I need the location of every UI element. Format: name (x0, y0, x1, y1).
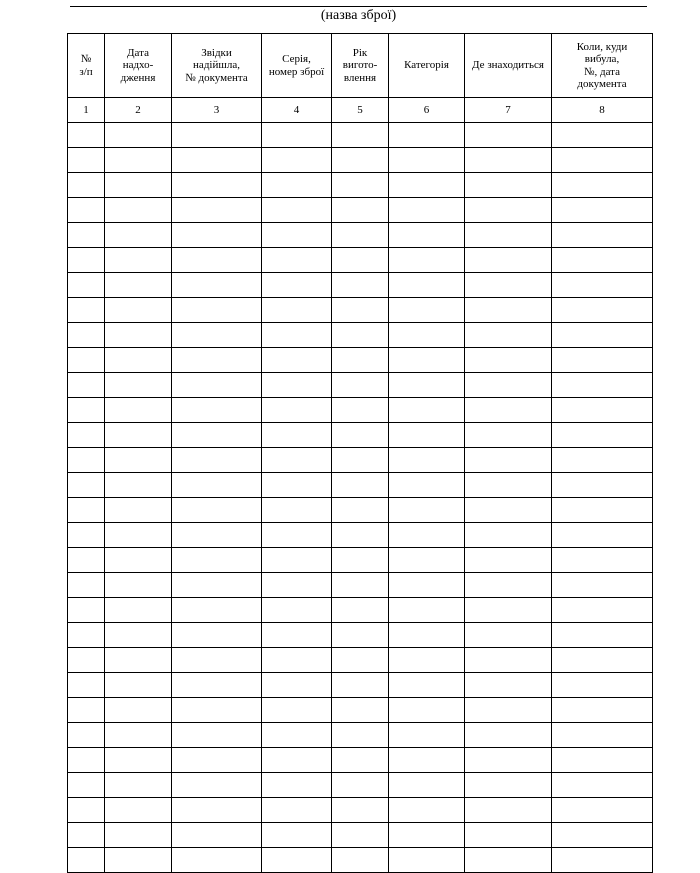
table-cell[interactable] (172, 573, 262, 598)
table-cell[interactable] (105, 823, 172, 848)
table-cell[interactable] (389, 423, 465, 448)
table-cell[interactable] (172, 823, 262, 848)
table-cell[interactable] (105, 348, 172, 373)
table-row (68, 423, 653, 448)
table-cell[interactable] (262, 198, 332, 223)
table-cell[interactable] (465, 423, 552, 448)
table-cell[interactable] (105, 798, 172, 823)
table-cell[interactable] (552, 148, 653, 173)
table-cell[interactable] (68, 698, 105, 723)
table-cell[interactable] (389, 398, 465, 423)
table-cell[interactable] (332, 798, 389, 823)
table-cell[interactable] (105, 173, 172, 198)
table-cell[interactable] (552, 223, 653, 248)
table-cell[interactable] (172, 423, 262, 448)
weapon-register-table (67, 33, 653, 873)
table-cell[interactable] (68, 648, 105, 673)
table-cell[interactable] (105, 323, 172, 348)
col-header-arrival-date: Дата надхо- дження (105, 34, 172, 98)
table-cell[interactable] (172, 723, 262, 748)
table-cell[interactable] (552, 448, 653, 473)
table-row (68, 673, 653, 698)
table-cell[interactable] (262, 223, 332, 248)
table-cell[interactable] (68, 223, 105, 248)
table-cell[interactable] (172, 148, 262, 173)
table-cell[interactable] (552, 548, 653, 573)
table-cell[interactable] (465, 623, 552, 648)
table-cell[interactable] (552, 273, 653, 298)
col-header-source-document: Звідки надійшла, № документа (172, 34, 262, 98)
table-cell[interactable] (172, 373, 262, 398)
table-row (68, 823, 653, 848)
table-cell[interactable] (552, 498, 653, 523)
table-cell[interactable] (262, 773, 332, 798)
table-cell[interactable] (68, 398, 105, 423)
table-cell[interactable] (389, 198, 465, 223)
table-cell[interactable] (262, 248, 332, 273)
table-cell[interactable] (465, 573, 552, 598)
table-cell[interactable] (332, 223, 389, 248)
table-cell[interactable] (389, 723, 465, 748)
table-cell[interactable] (68, 598, 105, 623)
col-header-disposal: Коли, куди вибула, №, дата документа (552, 34, 653, 98)
table-cell[interactable] (332, 498, 389, 523)
table-cell[interactable] (262, 623, 332, 648)
table-cell[interactable] (262, 573, 332, 598)
table-cell[interactable] (465, 148, 552, 173)
table-cell[interactable] (465, 323, 552, 348)
table-cell[interactable] (389, 748, 465, 773)
table-cell[interactable] (552, 198, 653, 223)
table-cell[interactable] (332, 298, 389, 323)
table-cell[interactable] (332, 373, 389, 398)
column-number: 8 (552, 98, 653, 123)
table-cell[interactable] (68, 523, 105, 548)
col-header-manufacture-year: Рік вигото- влення (332, 34, 389, 98)
table-cell[interactable] (465, 598, 552, 623)
table-cell[interactable] (172, 598, 262, 623)
table-cell[interactable] (389, 548, 465, 573)
table-row (68, 548, 653, 573)
table-cell[interactable] (172, 798, 262, 823)
col-header-category: Категорія (389, 34, 465, 98)
table-cell[interactable] (552, 648, 653, 673)
table-cell[interactable] (262, 723, 332, 748)
table-row (68, 773, 653, 798)
table-cell[interactable] (105, 423, 172, 448)
table-cell[interactable] (68, 148, 105, 173)
table-cell[interactable] (105, 498, 172, 523)
table-cell[interactable] (172, 448, 262, 473)
col-header-number: № з/п (68, 34, 105, 98)
table-row (68, 748, 653, 773)
table-cell[interactable] (465, 773, 552, 798)
table-cell[interactable] (465, 823, 552, 848)
table-cell[interactable] (389, 373, 465, 398)
table-cell[interactable] (262, 448, 332, 473)
table-cell[interactable] (552, 123, 653, 148)
table-cell[interactable] (172, 698, 262, 723)
table-cell[interactable] (262, 398, 332, 423)
table-row (68, 323, 653, 348)
table-row (68, 698, 653, 723)
table-cell[interactable] (465, 648, 552, 673)
table-cell[interactable] (68, 348, 105, 373)
column-number: 2 (105, 98, 172, 123)
table-cell[interactable] (262, 798, 332, 823)
table-cell[interactable] (332, 573, 389, 598)
table-cell[interactable] (332, 423, 389, 448)
table-cell[interactable] (172, 248, 262, 273)
table-cell[interactable] (389, 123, 465, 148)
table-cell[interactable] (105, 123, 172, 148)
table-cell[interactable] (172, 348, 262, 373)
table-cell[interactable] (389, 673, 465, 698)
table-cell[interactable] (465, 373, 552, 398)
table-cell[interactable] (465, 223, 552, 248)
table-cell[interactable] (332, 748, 389, 773)
table-cell[interactable] (465, 673, 552, 698)
table-cell[interactable] (389, 473, 465, 498)
table-cell[interactable] (105, 848, 172, 873)
header-row (68, 34, 653, 98)
table-row (68, 223, 653, 248)
table-row (68, 473, 653, 498)
table-cell[interactable] (262, 523, 332, 548)
table-cell[interactable] (172, 173, 262, 198)
table-cell[interactable] (172, 748, 262, 773)
table-cell[interactable] (465, 848, 552, 873)
table-cell[interactable] (552, 398, 653, 423)
table-cell[interactable] (68, 623, 105, 648)
table-row (68, 373, 653, 398)
table-cell[interactable] (389, 848, 465, 873)
table-row (68, 498, 653, 523)
table-row (68, 173, 653, 198)
table-cell[interactable] (332, 198, 389, 223)
table-cell[interactable] (172, 123, 262, 148)
table-cell[interactable] (552, 173, 653, 198)
table-cell[interactable] (552, 798, 653, 823)
table-cell[interactable] (332, 123, 389, 148)
table-cell[interactable] (172, 198, 262, 223)
table-cell[interactable] (332, 773, 389, 798)
table-cell[interactable] (465, 748, 552, 773)
table-cell[interactable] (68, 823, 105, 848)
table-cell[interactable] (105, 598, 172, 623)
table-cell[interactable] (172, 623, 262, 648)
table-cell[interactable] (332, 523, 389, 548)
table-cell[interactable] (389, 523, 465, 548)
table-cell[interactable] (465, 348, 552, 373)
table-cell[interactable] (332, 323, 389, 348)
table-cell[interactable] (262, 423, 332, 448)
table-row (68, 848, 653, 873)
table-cell[interactable] (105, 723, 172, 748)
table-cell[interactable] (552, 773, 653, 798)
table-cell[interactable] (68, 173, 105, 198)
table-cell[interactable] (68, 673, 105, 698)
table-cell[interactable] (552, 623, 653, 648)
table-cell[interactable] (68, 748, 105, 773)
table-cell[interactable] (389, 173, 465, 198)
table-cell[interactable] (552, 423, 653, 448)
table-cell[interactable] (105, 773, 172, 798)
table-cell[interactable] (332, 698, 389, 723)
table-cell[interactable] (552, 573, 653, 598)
table-cell[interactable] (552, 823, 653, 848)
column-number: 7 (465, 98, 552, 123)
table-cell[interactable] (172, 223, 262, 248)
table-cell[interactable] (332, 823, 389, 848)
table-cell[interactable] (172, 848, 262, 873)
table-cell[interactable] (332, 248, 389, 273)
table-cell[interactable] (332, 648, 389, 673)
table-cell[interactable] (389, 798, 465, 823)
table-cell[interactable] (172, 298, 262, 323)
table-cell[interactable] (552, 848, 653, 873)
table-cell[interactable] (105, 373, 172, 398)
table-cell[interactable] (262, 123, 332, 148)
table-cell[interactable] (389, 348, 465, 373)
table-cell[interactable] (552, 373, 653, 398)
table-cell[interactable] (68, 848, 105, 873)
column-number: 3 (172, 98, 262, 123)
table-cell[interactable] (68, 548, 105, 573)
table-cell[interactable] (552, 298, 653, 323)
table-cell[interactable] (172, 673, 262, 698)
table-cell[interactable] (172, 548, 262, 573)
table-cell[interactable] (332, 173, 389, 198)
table-cell[interactable] (172, 398, 262, 423)
table-cell[interactable] (68, 323, 105, 348)
table-cell[interactable] (389, 248, 465, 273)
table-cell[interactable] (465, 723, 552, 748)
table-cell[interactable] (332, 548, 389, 573)
table-cell[interactable] (465, 123, 552, 148)
table-cell[interactable] (105, 148, 172, 173)
table-cell[interactable] (68, 448, 105, 473)
table-cell[interactable] (68, 198, 105, 223)
table-cell[interactable] (552, 698, 653, 723)
table-cell[interactable] (465, 248, 552, 273)
table-cell[interactable] (389, 273, 465, 298)
column-number: 5 (332, 98, 389, 123)
table-cell[interactable] (552, 323, 653, 348)
table-cell[interactable] (465, 173, 552, 198)
table-cell[interactable] (262, 848, 332, 873)
table-cell[interactable] (262, 148, 332, 173)
table-cell[interactable] (465, 448, 552, 473)
table-row (68, 273, 653, 298)
table-cell[interactable] (262, 598, 332, 623)
table-cell[interactable] (465, 273, 552, 298)
table-row (68, 348, 653, 373)
weapon-name-caption: (назва зброї) (320, 8, 397, 23)
table-cell[interactable] (262, 823, 332, 848)
table-cell[interactable] (172, 523, 262, 548)
table-cell[interactable] (68, 473, 105, 498)
table-cell[interactable] (105, 448, 172, 473)
table-cell[interactable] (262, 673, 332, 698)
table-cell[interactable] (105, 698, 172, 723)
table-cell[interactable] (105, 248, 172, 273)
table-cell[interactable] (332, 273, 389, 298)
table-cell[interactable] (262, 548, 332, 573)
table-cell[interactable] (105, 273, 172, 298)
col-header-serial-number: Серія, номер зброї (262, 34, 332, 98)
table-cell[interactable] (262, 698, 332, 723)
table-cell[interactable] (389, 648, 465, 673)
table-row (68, 573, 653, 598)
table-cell[interactable] (68, 723, 105, 748)
table-row (68, 648, 653, 673)
table-cell[interactable] (465, 523, 552, 548)
table-cell[interactable] (105, 473, 172, 498)
table-cell[interactable] (552, 673, 653, 698)
register-body (68, 123, 653, 873)
weapon-name-line (70, 6, 647, 7)
table-cell[interactable] (262, 748, 332, 773)
table-cell[interactable] (68, 373, 105, 398)
table-cell[interactable] (105, 648, 172, 673)
table-cell[interactable] (389, 323, 465, 348)
table-cell[interactable] (68, 248, 105, 273)
table-cell[interactable] (552, 723, 653, 748)
table-row (68, 723, 653, 748)
table-cell[interactable] (262, 348, 332, 373)
table-cell[interactable] (68, 798, 105, 823)
table-cell[interactable] (389, 148, 465, 173)
table-row (68, 448, 653, 473)
table-cell[interactable] (389, 448, 465, 473)
table-cell[interactable] (262, 323, 332, 348)
table-cell[interactable] (68, 298, 105, 323)
table-row (68, 798, 653, 823)
table-cell[interactable] (262, 173, 332, 198)
table-cell[interactable] (105, 548, 172, 573)
table-cell[interactable] (262, 648, 332, 673)
table-cell[interactable] (172, 323, 262, 348)
table-cell[interactable] (105, 398, 172, 423)
table-cell[interactable] (68, 423, 105, 448)
table-row (68, 198, 653, 223)
table-cell[interactable] (389, 698, 465, 723)
table-cell[interactable] (389, 223, 465, 248)
table-cell[interactable] (552, 348, 653, 373)
table-cell[interactable] (105, 298, 172, 323)
table-cell[interactable] (105, 223, 172, 248)
table-cell[interactable] (389, 498, 465, 523)
table-cell[interactable] (332, 848, 389, 873)
column-number: 4 (262, 98, 332, 123)
table-cell[interactable] (389, 298, 465, 323)
table-cell[interactable] (262, 373, 332, 398)
table-cell[interactable] (172, 273, 262, 298)
table-cell[interactable] (389, 623, 465, 648)
column-number: 6 (389, 98, 465, 123)
table-cell[interactable] (68, 123, 105, 148)
table-cell[interactable] (389, 573, 465, 598)
table-cell[interactable] (262, 473, 332, 498)
table-cell[interactable] (105, 623, 172, 648)
table-cell[interactable] (105, 198, 172, 223)
table-cell[interactable] (332, 623, 389, 648)
table-cell[interactable] (105, 523, 172, 548)
table-cell[interactable] (68, 498, 105, 523)
table-cell[interactable] (465, 198, 552, 223)
table-cell[interactable] (332, 473, 389, 498)
table-cell[interactable] (389, 598, 465, 623)
table-cell[interactable] (552, 748, 653, 773)
table-cell[interactable] (172, 773, 262, 798)
table-cell[interactable] (465, 548, 552, 573)
table-cell[interactable] (332, 448, 389, 473)
table-cell[interactable] (389, 823, 465, 848)
table-cell[interactable] (68, 773, 105, 798)
table-cell[interactable] (332, 148, 389, 173)
table-cell[interactable] (262, 498, 332, 523)
table-cell[interactable] (332, 673, 389, 698)
table-cell[interactable] (172, 498, 262, 523)
table-row (68, 398, 653, 423)
table-row (68, 298, 653, 323)
table-row (68, 623, 653, 648)
table-cell[interactable] (552, 248, 653, 273)
column-number-row (68, 98, 653, 123)
table-cell[interactable] (68, 573, 105, 598)
table-cell[interactable] (105, 748, 172, 773)
table-cell[interactable] (465, 473, 552, 498)
table-cell[interactable] (465, 398, 552, 423)
table-cell[interactable] (332, 398, 389, 423)
table-cell[interactable] (552, 598, 653, 623)
table-row (68, 148, 653, 173)
table-cell[interactable] (262, 273, 332, 298)
table-cell[interactable] (105, 673, 172, 698)
table-cell[interactable] (105, 573, 172, 598)
table-cell[interactable] (172, 473, 262, 498)
table-row (68, 598, 653, 623)
table-cell[interactable] (465, 798, 552, 823)
column-number: 1 (68, 98, 105, 123)
table-cell[interactable] (552, 523, 653, 548)
table-cell[interactable] (552, 473, 653, 498)
table-row (68, 248, 653, 273)
table-cell[interactable] (332, 723, 389, 748)
col-header-location: Де знаходиться (465, 34, 552, 98)
table-row (68, 123, 653, 148)
table-cell[interactable] (389, 773, 465, 798)
table-cell[interactable] (172, 648, 262, 673)
table-cell[interactable] (465, 698, 552, 723)
table-cell[interactable] (465, 298, 552, 323)
table-cell[interactable] (262, 298, 332, 323)
table-cell[interactable] (332, 598, 389, 623)
table-row (68, 523, 653, 548)
table-cell[interactable] (68, 273, 105, 298)
table-cell[interactable] (465, 498, 552, 523)
table-cell[interactable] (332, 348, 389, 373)
